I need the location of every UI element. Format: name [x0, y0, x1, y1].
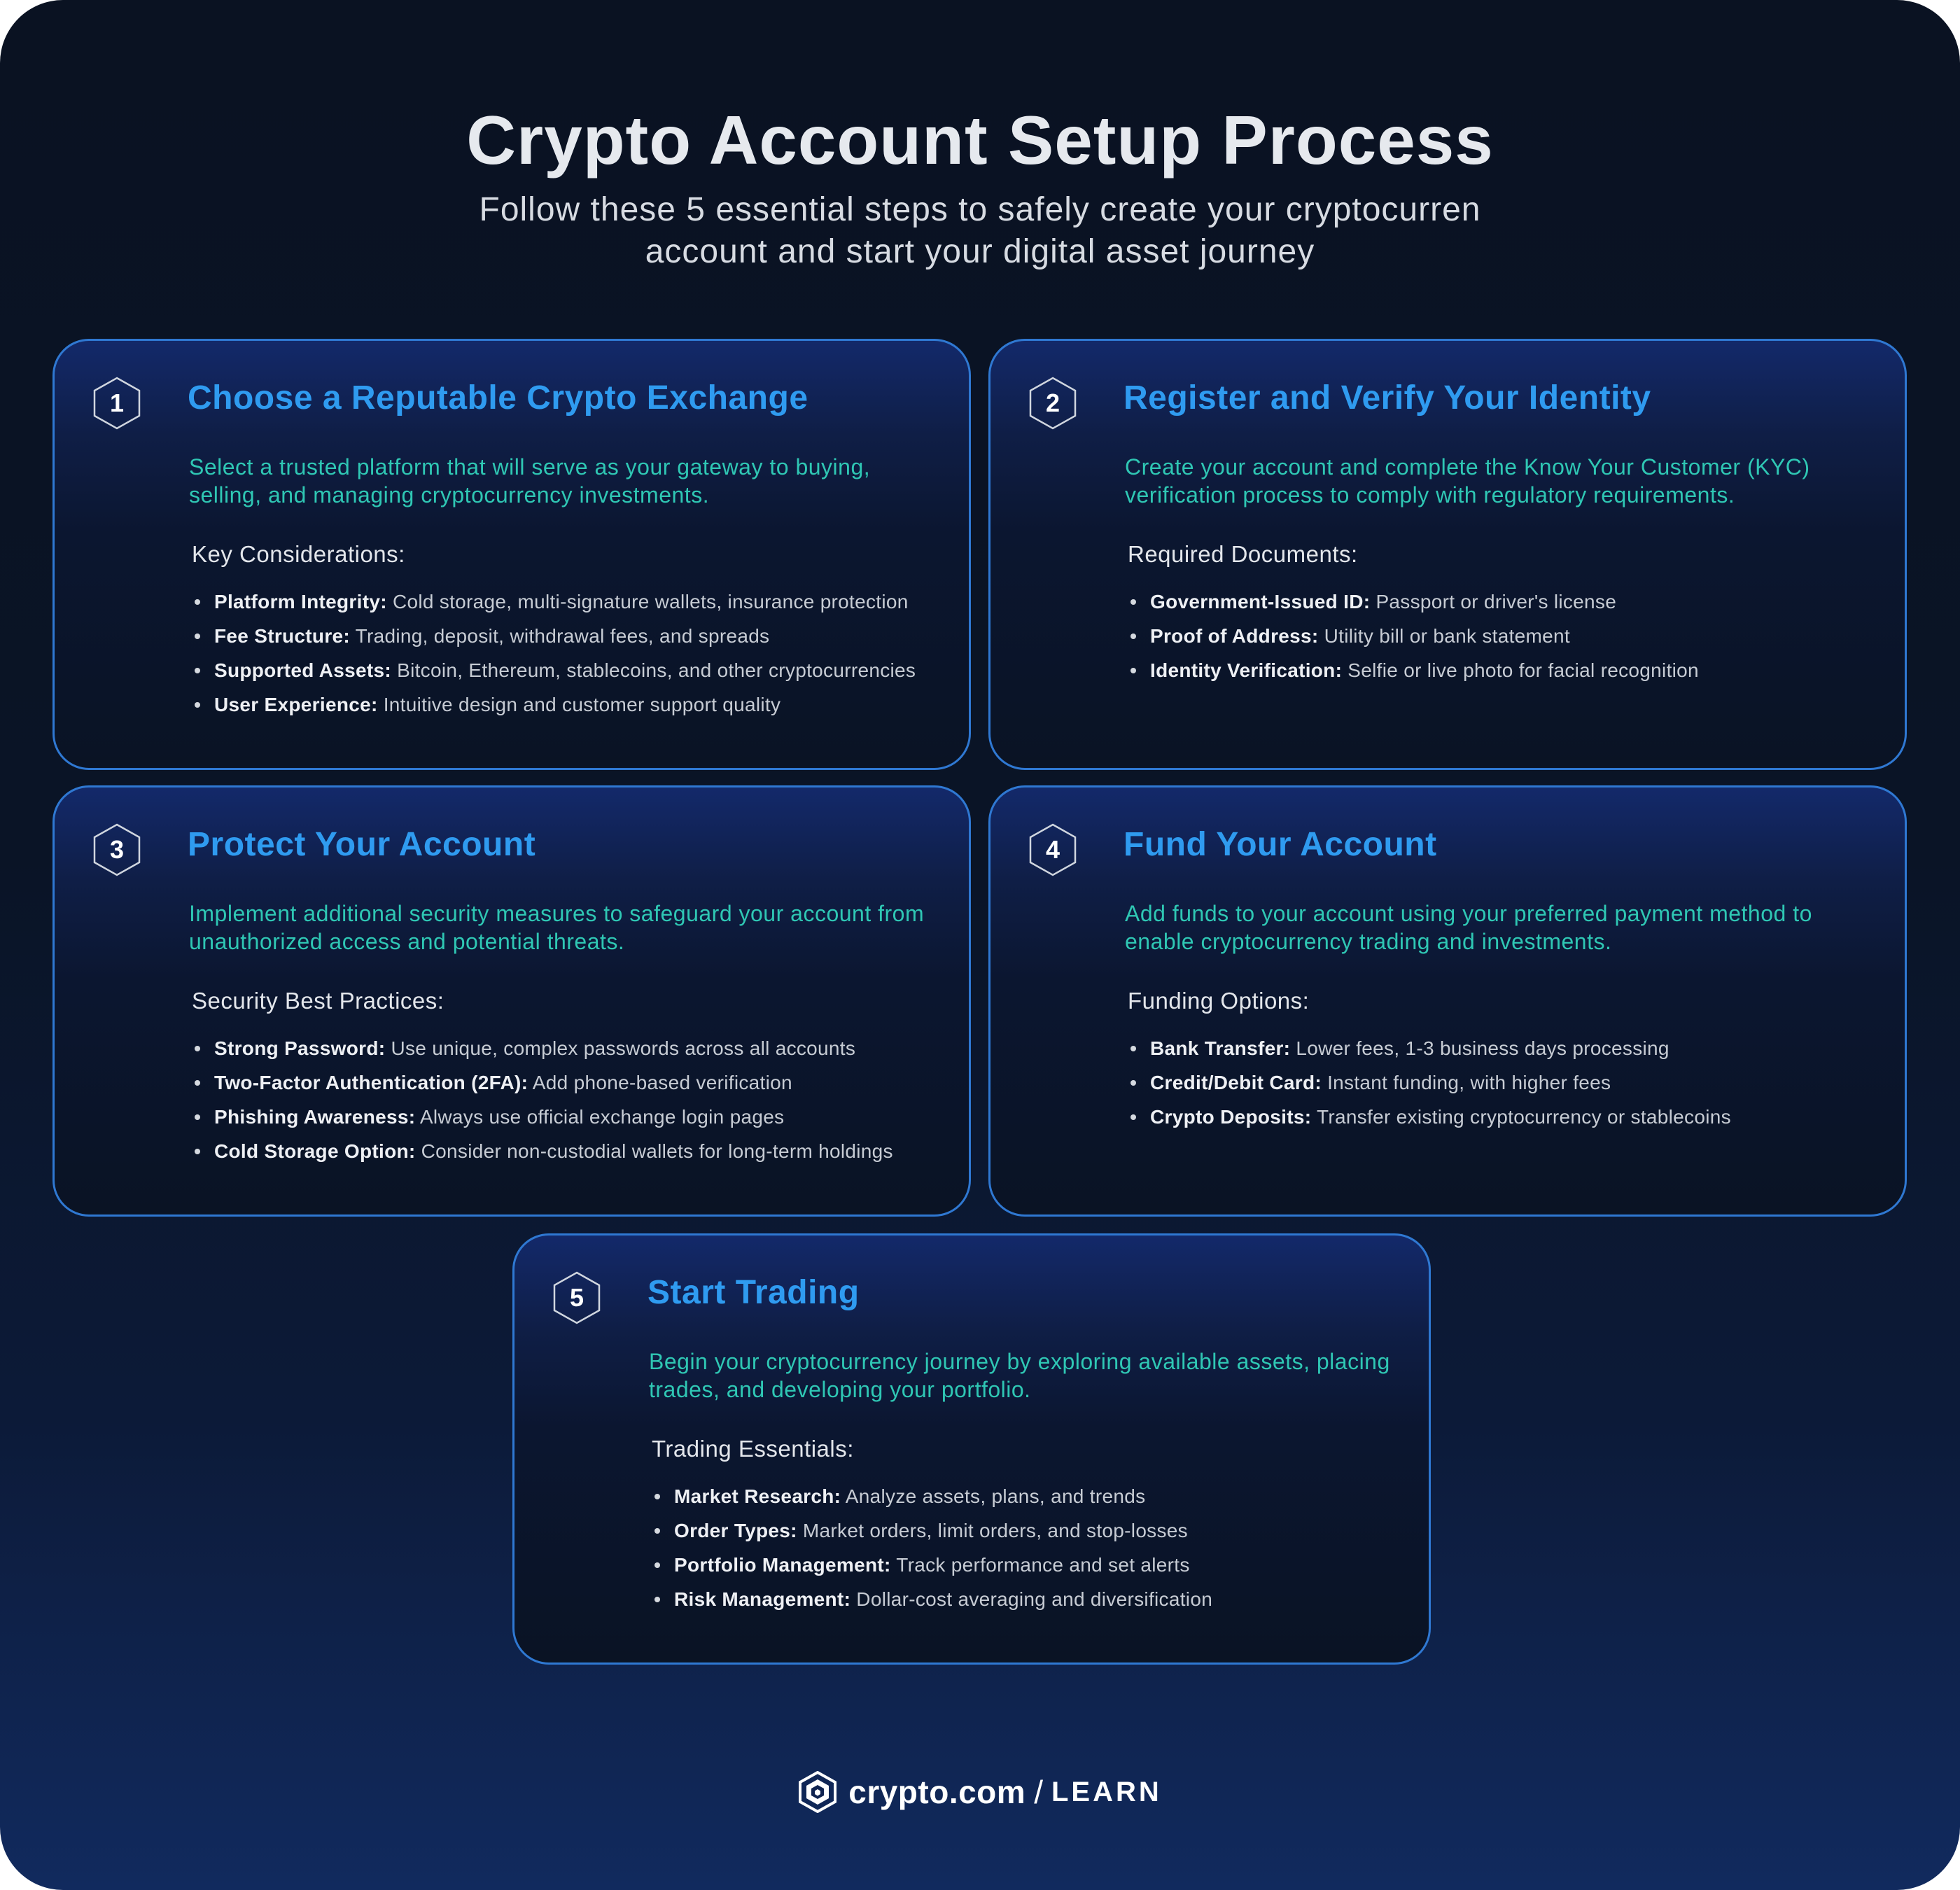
item-text: Selfie or live photo for facial recognition [1348, 659, 1699, 681]
list-heading: Key Considerations: [192, 541, 405, 567]
item-text: Always use official exchange login pages [419, 1106, 785, 1128]
bullet-list [192, 584, 977, 722]
item-text: Use unique, complex passwords across all accounts [391, 1037, 856, 1059]
step-number-badge [92, 822, 141, 877]
brand-separator: / [1034, 1774, 1043, 1810]
footer-brand [0, 1764, 1960, 1820]
item-text: Intuitive design and customer support quality [383, 694, 781, 715]
bullet-list [1128, 584, 1913, 687]
step-card-3 [52, 785, 971, 1217]
header [0, 98, 1960, 273]
item-text: Utility bill or bank statement [1324, 625, 1570, 647]
item-text: Track performance and set alerts [896, 1554, 1190, 1576]
item-text: Analyze assets, plans, and trends [845, 1485, 1146, 1507]
list-item [214, 619, 977, 653]
item-label: Identity Verification: [1150, 659, 1343, 681]
item-label: Phishing Awareness: [214, 1106, 416, 1128]
item-label: Crypto Deposits: [1150, 1106, 1312, 1128]
item-text: Consider non-custodial wallets for long-term holdings [421, 1140, 893, 1162]
step-title: Start Trading [648, 1274, 860, 1311]
item-label: Risk Management: [674, 1588, 851, 1610]
step-description: Implement additional security measures to safeguard your account from unauthorized access and potential threats. [189, 901, 925, 954]
step-description: Select a trusted platform that will serve as your gateway to buying, selling, and managing cryptocurrency investments. [189, 454, 871, 507]
list-item [1150, 619, 1913, 653]
item-label: Supported Assets: [214, 659, 391, 681]
item-label: Strong Password: [214, 1037, 386, 1059]
item-label: Cold Storage Option: [214, 1140, 416, 1162]
list-item [1150, 1031, 1913, 1065]
item-label: Fee Structure: [214, 625, 351, 647]
step-number: 5 [569, 1283, 584, 1312]
item-label: Government-Issued ID: [1150, 591, 1371, 612]
list-heading: Funding Options: [1128, 988, 1310, 1014]
step-description: Begin your cryptocurrency journey by exploring available assets, placing trades, and developing your portfolio. [649, 1349, 1390, 1402]
list-item [674, 1548, 1437, 1582]
list-item [214, 687, 977, 722]
list-item [674, 1582, 1437, 1616]
list-item [1150, 1065, 1913, 1100]
list-item [214, 1031, 977, 1065]
list-item [214, 653, 977, 687]
step-number-badge [1028, 822, 1077, 877]
item-label: Platform Integrity: [214, 591, 387, 612]
brand-name: crypto.com [848, 1774, 1026, 1810]
item-label: Market Research: [674, 1485, 841, 1507]
item-label: Credit/Debit Card: [1150, 1072, 1322, 1093]
item-label: Proof of Address: [1150, 625, 1319, 647]
step-title: Choose a Reputable Crypto Exchange [188, 379, 808, 416]
list-heading: Required Documents: [1128, 541, 1358, 567]
item-label: User Experience: [214, 694, 378, 715]
item-text: Market orders, limit orders, and stop-losses [802, 1520, 1188, 1541]
item-text: Cold storage, multi-signature wallets, insurance protection [392, 591, 909, 612]
list-item [214, 1134, 977, 1168]
step-description: Create your account and complete the Know Your Customer (KYC) verification process to comply with regulatory requirements. [1125, 454, 1810, 507]
step-number: 3 [109, 835, 125, 864]
item-text: Instant funding, with higher fees [1327, 1072, 1611, 1093]
list-item [674, 1513, 1437, 1548]
list-item [1150, 653, 1913, 687]
list-item [1150, 1100, 1913, 1134]
item-label: Order Types: [674, 1520, 797, 1541]
item-text: Bitcoin, Ethereum, stablecoins, and other cryptocurrencies [397, 659, 916, 681]
item-label: Portfolio Management: [674, 1554, 891, 1576]
step-card-2 [988, 339, 1907, 770]
list-item [214, 584, 977, 619]
page-subtitle: Follow these 5 essential steps to safely create your cryptocurren account and start your digital asset journey [479, 191, 1481, 270]
page-title: Crypto Account Setup Process [466, 102, 1494, 178]
list-item [674, 1479, 1437, 1513]
item-text: Dollar-cost averaging and diversification [856, 1588, 1213, 1610]
item-text: Passport or driver's license [1376, 591, 1617, 612]
step-number-badge [552, 1270, 601, 1325]
item-text: Transfer existing cryptocurrency or stablecoins [1316, 1106, 1731, 1128]
step-title: Protect Your Account [188, 826, 536, 863]
step-title: Fund Your Account [1124, 826, 1437, 863]
item-text: Lower fees, 1-3 business days processing [1296, 1037, 1670, 1059]
bullet-list [192, 1031, 977, 1168]
list-item [214, 1065, 977, 1100]
item-text: Add phone-based verification [532, 1072, 792, 1093]
brand-section: LEARN [1051, 1776, 1162, 1807]
step-description: Add funds to your account using your preferred payment method to enable cryptocurrency trading and investments. [1125, 901, 1812, 954]
list-item [214, 1100, 977, 1134]
item-label: Bank Transfer: [1150, 1037, 1291, 1059]
bullet-list [652, 1479, 1437, 1616]
step-card-4 [988, 785, 1907, 1217]
step-number: 2 [1045, 388, 1060, 417]
step-card-5 [512, 1233, 1431, 1665]
step-number: 4 [1045, 835, 1060, 864]
step-title: Register and Verify Your Identity [1124, 379, 1651, 416]
item-label: Two-Factor Authentication (2FA): [214, 1072, 528, 1093]
bullet-list [1128, 1031, 1913, 1134]
step-number-badge [1028, 376, 1077, 430]
list-heading: Trading Essentials: [652, 1436, 854, 1462]
step-number: 1 [109, 388, 125, 417]
step-card-1 [52, 339, 971, 770]
item-text: Trading, deposit, withdrawal fees, and spreads [355, 625, 770, 647]
crypto-com-lion-shield-icon [798, 1771, 837, 1813]
list-item [1150, 584, 1913, 619]
step-number-badge [92, 376, 141, 430]
list-heading: Security Best Practices: [192, 988, 444, 1014]
